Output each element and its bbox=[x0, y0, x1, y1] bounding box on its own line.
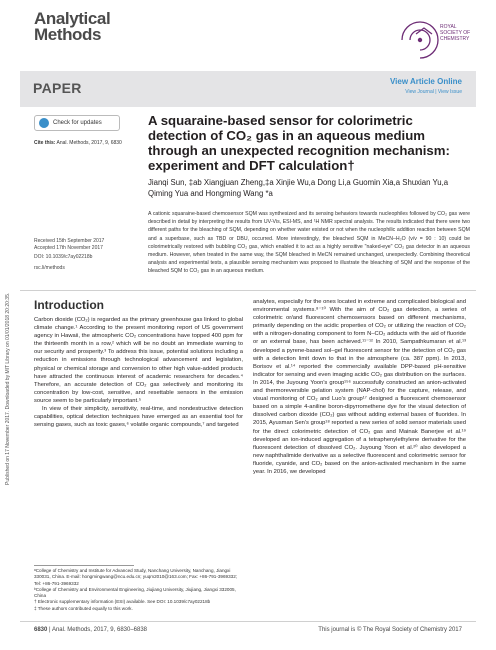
article-dates bbox=[34, 238, 104, 252]
doi-link[interactable]: DOI: 10.1039/c7ay02218b bbox=[34, 254, 93, 260]
journal-title bbox=[34, 11, 164, 43]
abstract: A cationic squaraine-based chemosensor SQM was synthesized and its sensing behaviors towards nucleophiles followed by CO₂ gas were described in detail by interpreting the results from UV-Vis, ESI-MS, and ¹H NMR spectral analysis. The results indicated that there were two different paths for the bleaching of SQM, depending on whether water existed or not when the nucleophilic addition reaction between SQM and a superbase, such as TBD or DBU, occurred. More interestingly, the bleached SQM in MeCN–H₂O (v/v = 90 : 10) could be colorimetrically restored with bubbling CO₂ gas, which enabled it to act as a highly sensitive "naked-eye" CO₂ gas detector in an aqueous medium. However, when treated in the same way, the SQM bleached in MeCN remained unchanged, unexpectedly. Combining theoretical analysis and experimental tests, a plausible sensing mechanism was proposed to illustrate the bleaching of SQM and the response of the bleached SQM to CO₂ gas in an aqueous medium. bbox=[148, 211, 470, 275]
footer-citation bbox=[34, 627, 147, 633]
check-for-updates-button[interactable] bbox=[34, 115, 120, 131]
footnote-affiliation-b: ᵇCollege of Chemistry and Environmental Engineering, Jiujiang University, Jiujiang, Jiangxi 332005, China bbox=[34, 586, 236, 599]
page-number: 6830 bbox=[34, 627, 48, 633]
section-divider bbox=[20, 290, 476, 291]
view-journal-link[interactable]: View Journal | View Issue bbox=[405, 89, 462, 95]
journal-title-line1: Analytical bbox=[34, 9, 111, 28]
received-date: Received 15th September 2017 bbox=[34, 238, 105, 244]
check-updates-label: Check for updates bbox=[53, 120, 102, 126]
rsc-logo-text: ROYAL SOCIETY OF CHEMISTRY bbox=[440, 24, 471, 42]
download-note: Published on 17 November 2017. Downloaded by MIT Library on 01/01/2018 20:20:35. bbox=[5, 292, 11, 485]
introduction-heading: Introduction bbox=[34, 298, 104, 312]
journal-link[interactable]: rsc.li/methods bbox=[34, 265, 65, 271]
footnotes bbox=[34, 568, 243, 612]
body-paragraph: analytes, especially for the ones located in extreme and complicated biological and environmental systems.⁸⁻¹⁰ With the aim of CO₂ gas detection, a series of colorimetric or/and fluorescent chemosensors based on different mechanisms, primarily depending on the acidic properties of CO₂ or utilizing the reaction of CO₂ with a nitrogen-donating component to form N–CO₂ adducts with the aid of fluoride or an external base, has been achieved.¹¹⁻¹² In 2010, Sampathkumaran et al.¹³ developed a pyrene-based sol–gel fluorescent sensor for the detection of CO₂ gas with a detection limit down to that in the atmosphere (ca. 387 ppm). In 2013, Borisov et al.¹⁴ reported the commercially available DPP-based pH-sensitive indicator for sensing and even imaging acidic CO₂ gas distribution on the surfaces. In 2014, the Juyoung Yoon's group¹⁵⁶ successfully constructed an anion-activated and thermoreversible gelation system (NAP-chol) for the capture, release, and visual monitoring of CO₂ and Luo's group¹⁷ designed a fluorescent chemosensor based on a simple 4-aniline boron-dipyrromethene dye for the visual detection of dissolved carbon dioxide (CO₂) gas without adding external bases of fluorides. In 2015, Ayusman Sen's group¹⁸ reported a new series of solid sensor materials used for the direct colorimetric detection of CO₂ gas and Mainak Banerjee et al.¹⁹ developed an ion-induced aggregation of a tetraphenylethylene derivative for the fluorescent detection of dissolved CO₂. Juyoung Yoon et al.²⁰ also developed a new naphthalimide derivative as a selective fluorescent and colorimetric sensor for fluoride, cyanide, and CO₂ based on the anion-activated mechanism in the same year. In 2016, we developed bbox=[253, 299, 466, 475]
cite-label: Cite this: bbox=[34, 140, 56, 146]
cite-text: Anal. Methods, 2017, 9, 6830 bbox=[56, 140, 122, 146]
footnote-esi: † Electronic supplementary information (ESI) available. See DOI: 10.1039/c7ay02218b bbox=[34, 599, 211, 605]
footnote-divider bbox=[34, 565, 134, 566]
footer-copyright: This journal is © The Royal Society of Chemistry 2017 bbox=[318, 627, 462, 633]
footer-citation-text: Anal. Methods, 2017, 9, 6830–6838 bbox=[51, 627, 148, 633]
journal-title-line2: Methods bbox=[34, 25, 102, 44]
body-paragraph: In view of their simplicity, sensitivity, real-time, and nondestructive detection capabilities, optical detection techniques have emerged as an essential tool for sensing gases, such as toxic gases,⁶ volatile organic compounds,⁷ and targeted bbox=[34, 406, 243, 429]
footnote-affiliation-a: ᵃCollege of Chemistry and Institute for Advanced Study, Nanchang University, Nanchang, Jiangxi 330031, China. E-mail: hongmingwang@ncu.edu.cn; yuqm2010@163.com; Fax: +86-791-3969332; Tel: +86-791-3969332 bbox=[34, 568, 238, 586]
body-paragraph: Carbon dioxide (CO₂) is regarded as the primary greenhouse gas linked to global climate change.¹ According to the present monitoring report of US government agency in Hawaii, the atmospheric CO₂ concentrations have topped 400 ppm for the thirteenth month in a row,² which will be no doubt an immediate warning to our security and prosperity.³ To address this issue, potential solutions including a reduction in emissions through technological advancement and legislation, physical or chemical storage and conversion to other high value-added products have attracted the continuous interest of academic researchers for decades.⁴ Therefore, an accurate detection of CO₂ gas selectively and monitoring its concentration by low-cost, sensitive, and resettable sensors in the emission source seem to be particularly important.⁵ bbox=[34, 317, 243, 404]
article-type-label: PAPER bbox=[33, 80, 82, 96]
footer-separator: | bbox=[49, 627, 52, 633]
body-column-left bbox=[34, 316, 243, 554]
check-updates-icon bbox=[39, 118, 49, 128]
footer-divider bbox=[20, 621, 476, 622]
footnote-equal-contribution: ‡ These authors contributed equally to this work. bbox=[34, 605, 133, 611]
citation-info bbox=[34, 140, 122, 146]
body-column-right bbox=[253, 298, 466, 608]
view-article-online-link[interactable]: View Article Online bbox=[389, 77, 462, 86]
article-title: A squaraine-based sensor for colorimetric detection of CO₂ gas in an aqueous medium through an unexpected recognition mechanism: experiment and DFT calculation† bbox=[148, 113, 450, 173]
accepted-date: Accepted 17th November 2017 bbox=[34, 245, 103, 251]
author-list: Jianqi Sun, ‡ab Xiangjuan Zheng,‡a Xinjie Wu,a Dong Li,a Guomin Xia,a Shuxian Yu,a Qiming Yua and Hongming Wang *a bbox=[148, 178, 449, 198]
